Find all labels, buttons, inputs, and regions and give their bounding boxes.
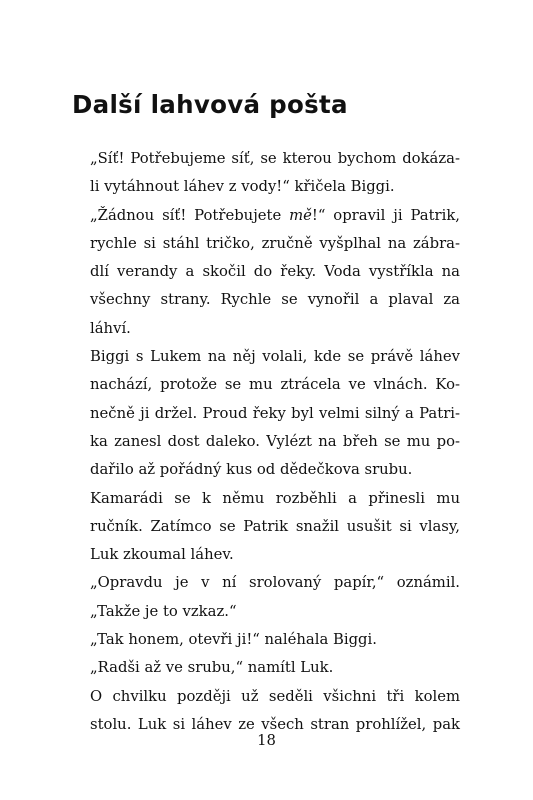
page-number: 18 bbox=[257, 732, 276, 749]
text-line: dlí verandy a skočil do řeky. Voda vystříkla na bbox=[90, 263, 460, 281]
text-line: ka zanesl dost daleko. Vylézt na břeh se mu po- bbox=[90, 432, 460, 450]
text-line: Biggi s Lukem na něj volali, kde se právě láhev bbox=[90, 348, 460, 366]
text-line: stolu. Luk si láhev ze všech stran prohlížel, pak bbox=[90, 715, 460, 733]
text-line: všechny strany. Rychle se vynořil a plaval za bbox=[90, 291, 460, 309]
text-line: „Takže je to vzkaz.“ bbox=[90, 602, 237, 620]
text-line: nachází, protože se mu ztrácela ve vlnách. Ko- bbox=[90, 376, 460, 394]
chapter-title: Další lahvová pošta bbox=[72, 90, 348, 119]
line-part: !“ opravil ji Patrik, bbox=[311, 206, 460, 224]
text-line: Luk zkoumal láhev. bbox=[90, 546, 234, 564]
text-line: li vytáhnout láhev z vody!“ křičela Biggi. bbox=[90, 178, 395, 196]
text-line: „Tak honem, otevři ji!“ naléhala Biggi. bbox=[90, 631, 377, 649]
text-line: „Síť! Potřebujeme síť, se kterou bychom dokáza- bbox=[90, 150, 460, 167]
text-line: nečně ji držel. Proud řeky byl velmi silný a Patri- bbox=[90, 404, 460, 422]
text-line: láhví. bbox=[90, 319, 131, 337]
text-line: ručník. Zatímco se Patrik snažil usušit si vlasy, bbox=[90, 517, 460, 535]
text-line: Kamarádi se k němu rozběhli a přinesli mu bbox=[90, 489, 460, 507]
line-part: „Žádnou síť! Potřebujete bbox=[90, 206, 290, 224]
emphasized-word: mě bbox=[289, 206, 312, 224]
text-line: „Radši až ve srubu,“ namítl Luk. bbox=[90, 659, 334, 677]
text-line: O chvilku později už seděli všichni tři kolem bbox=[90, 687, 460, 705]
text-line: „Opravdu je v ní srolovaný papír,“ oznámil. bbox=[90, 574, 460, 592]
text-line: rychle si stáhl tričko, zručně vyšplhal na zábra- bbox=[90, 234, 460, 252]
text-line-emphasis bbox=[90, 202, 460, 230]
body-text bbox=[90, 145, 460, 739]
text-line: dařilo až pořádný kus od dědečkova srubu. bbox=[90, 461, 413, 479]
